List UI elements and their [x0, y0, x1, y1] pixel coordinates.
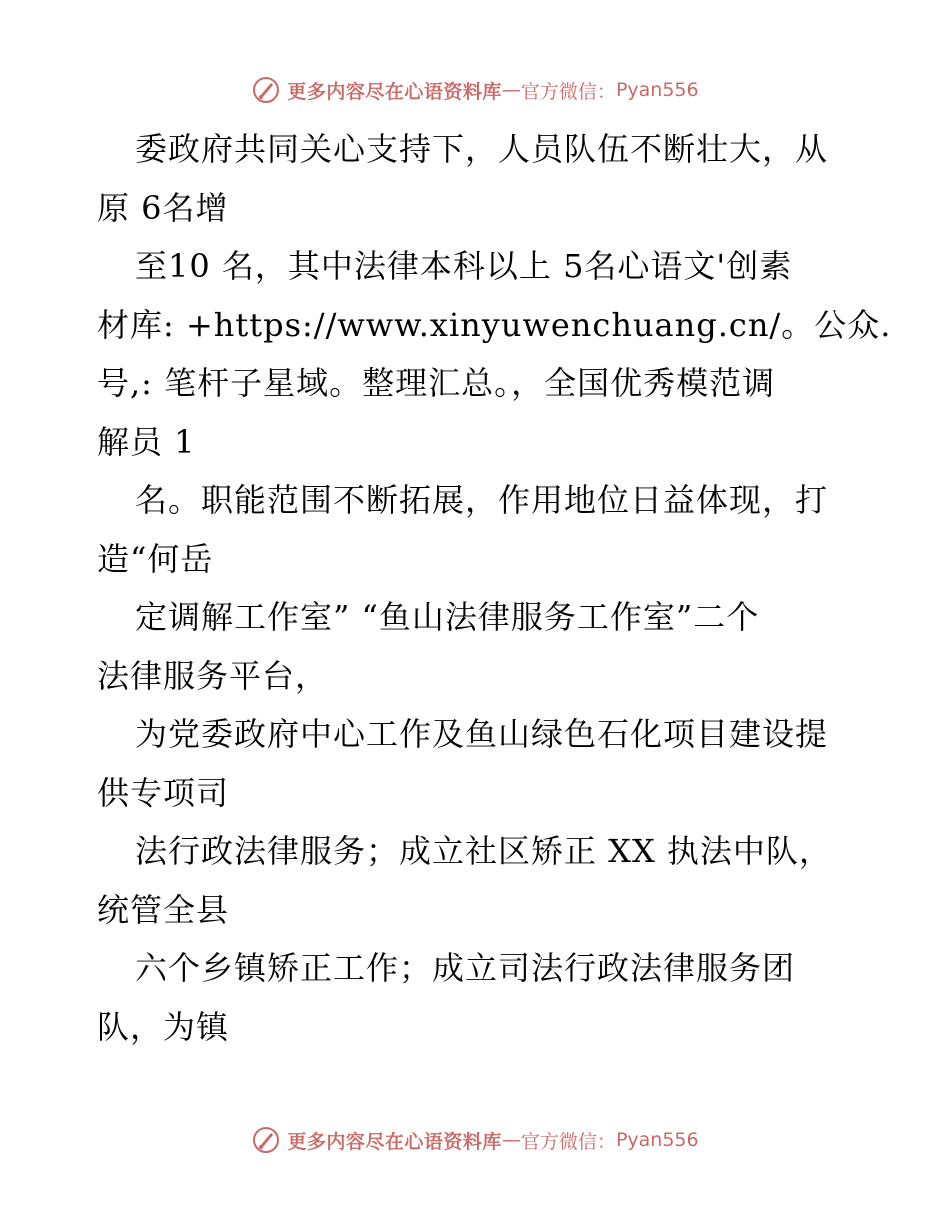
watermark-label: 官方微信： — [520, 80, 616, 103]
text-line: 法律服务平台， — [97, 656, 329, 695]
text-line: 为党委政府中心工作及鱼山绿色石化项目建设提 — [135, 715, 829, 753]
text-line: 法行政法律服务；成立社区矫正 XX 执法中队， — [135, 832, 832, 870]
text-line: 统管全县 — [97, 890, 230, 929]
text-line: 造“何岳 — [97, 539, 214, 578]
text-line: 队，为镇 — [97, 1007, 230, 1046]
text-line: 原 6名增 — [97, 188, 229, 227]
footer-watermark — [0, 1120, 950, 1160]
quill-logo-icon — [251, 75, 281, 105]
watermark-text: 更多内容尽在心语资料库 — [287, 80, 502, 103]
text-line: 至10 名，其中法律本科以上 5名心语文'创素 — [135, 247, 793, 285]
text-line: 六个乡镇矫正工作；成立司法行政法律服务团 — [135, 949, 796, 987]
header-watermark — [0, 70, 950, 110]
text-line: 委政府共同关心支持下，人员队伍不断壮大，从 — [135, 130, 829, 168]
text-line: 名。职能范围不断拓展，作用地位日益体现，打 — [135, 481, 829, 519]
text-line: 号,: 笔杆子星域。整理汇总。，全国优秀模范调 — [97, 364, 776, 402]
document-body — [97, 120, 892, 1056]
watermark-dash: — — [501, 1129, 521, 1151]
text-line: 供专项司 — [97, 773, 230, 812]
text-line: 解员 1 — [97, 422, 196, 461]
text-line: 材库: +https://www.xinyuwenchuang.cn/。公众. — [97, 305, 892, 344]
watermark-text: 更多内容尽在心语资料库 — [287, 1130, 502, 1153]
watermark-account: Pyan556 — [615, 79, 699, 101]
quill-logo-icon — [251, 1125, 281, 1155]
watermark-dash: — — [501, 79, 521, 101]
watermark-account: Pyan556 — [615, 1129, 699, 1151]
text-line: 定调解工作室” “鱼山法律服务工作室”二个 — [135, 598, 760, 636]
watermark-label: 官方微信： — [520, 1130, 616, 1153]
